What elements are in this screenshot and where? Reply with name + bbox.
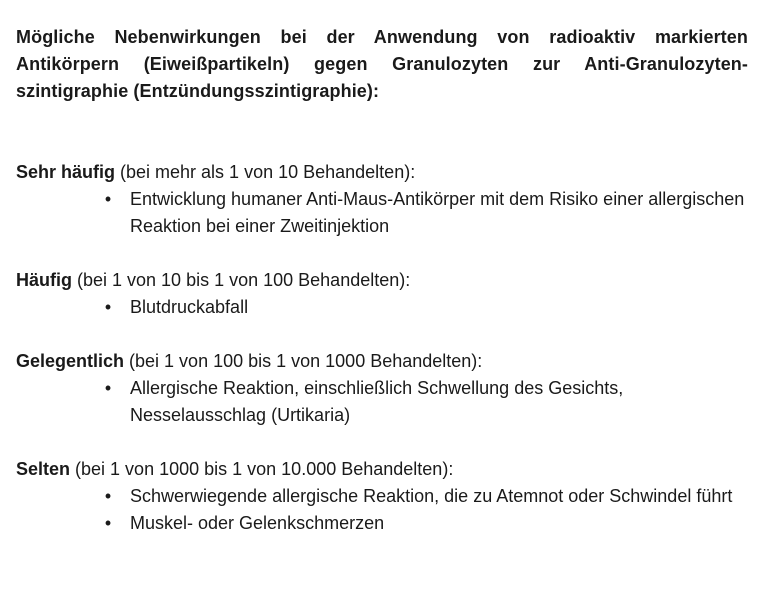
bullet-icon: •	[104, 378, 112, 398]
frequency-range: (bei 1 von 10 bis 1 von 100 Behandelten):	[72, 270, 411, 290]
frequency-label: Sehr häufig	[16, 162, 116, 182]
side-effect-list	[16, 375, 748, 429]
frequency-label: Häufig	[16, 270, 72, 290]
list-item-text: Schwerwiegende allergische Reaktion, die zu Atemnot oder Schwindel führt	[130, 486, 733, 506]
list-item	[16, 375, 748, 429]
list-item	[16, 510, 748, 537]
list-item-text: Entwicklung humaner Anti-Maus-Antikörper mit dem Risiko einer allergischen Reaktion bei einer Zweitinjektion	[130, 189, 745, 236]
list-item	[16, 483, 748, 510]
section-title	[16, 348, 748, 375]
frequency-range: (bei 1 von 100 bis 1 von 1000 Behandelten):	[124, 351, 483, 371]
document-page	[16, 24, 748, 537]
section-title	[16, 456, 748, 483]
section-very-common	[16, 159, 748, 240]
frequency-label: Gelegentlich	[16, 351, 125, 371]
side-effect-list	[16, 186, 748, 240]
bullet-icon: •	[104, 513, 112, 533]
section-uncommon	[16, 348, 748, 429]
list-item-text: Allergische Reaktion, einschließlich Schwellung des Gesichts, Nesselausschlag (Urtikaria)	[130, 378, 624, 425]
list-item	[16, 294, 748, 321]
section-rare	[16, 456, 748, 537]
section-title	[16, 267, 748, 294]
section-common	[16, 267, 748, 321]
side-effect-list	[16, 483, 748, 537]
bullet-icon: •	[104, 486, 112, 506]
section-title	[16, 159, 748, 186]
bullet-icon: •	[104, 297, 112, 317]
frequency-label: Selten	[16, 459, 71, 479]
frequency-range: (bei 1 von 1000 bis 1 von 10.000 Behandelten):	[70, 459, 454, 479]
side-effect-list	[16, 294, 748, 321]
document-heading: Mögliche Nebenwirkungen bei der Anwendung von radioaktiv markierten Antikörpern (Eiweißpartikeln) gegen Granulozyten zur Anti-Granulozyten-szintigraphie (Entzündungsszintigraphie):	[16, 27, 748, 101]
list-item-text: Muskel- oder Gelenkschmerzen	[130, 513, 385, 533]
frequency-range: (bei mehr als 1 von 10 Behandelten):	[115, 162, 416, 182]
list-item	[16, 186, 748, 240]
list-item-text: Blutdruckabfall	[130, 297, 249, 317]
bullet-icon: •	[104, 189, 112, 209]
